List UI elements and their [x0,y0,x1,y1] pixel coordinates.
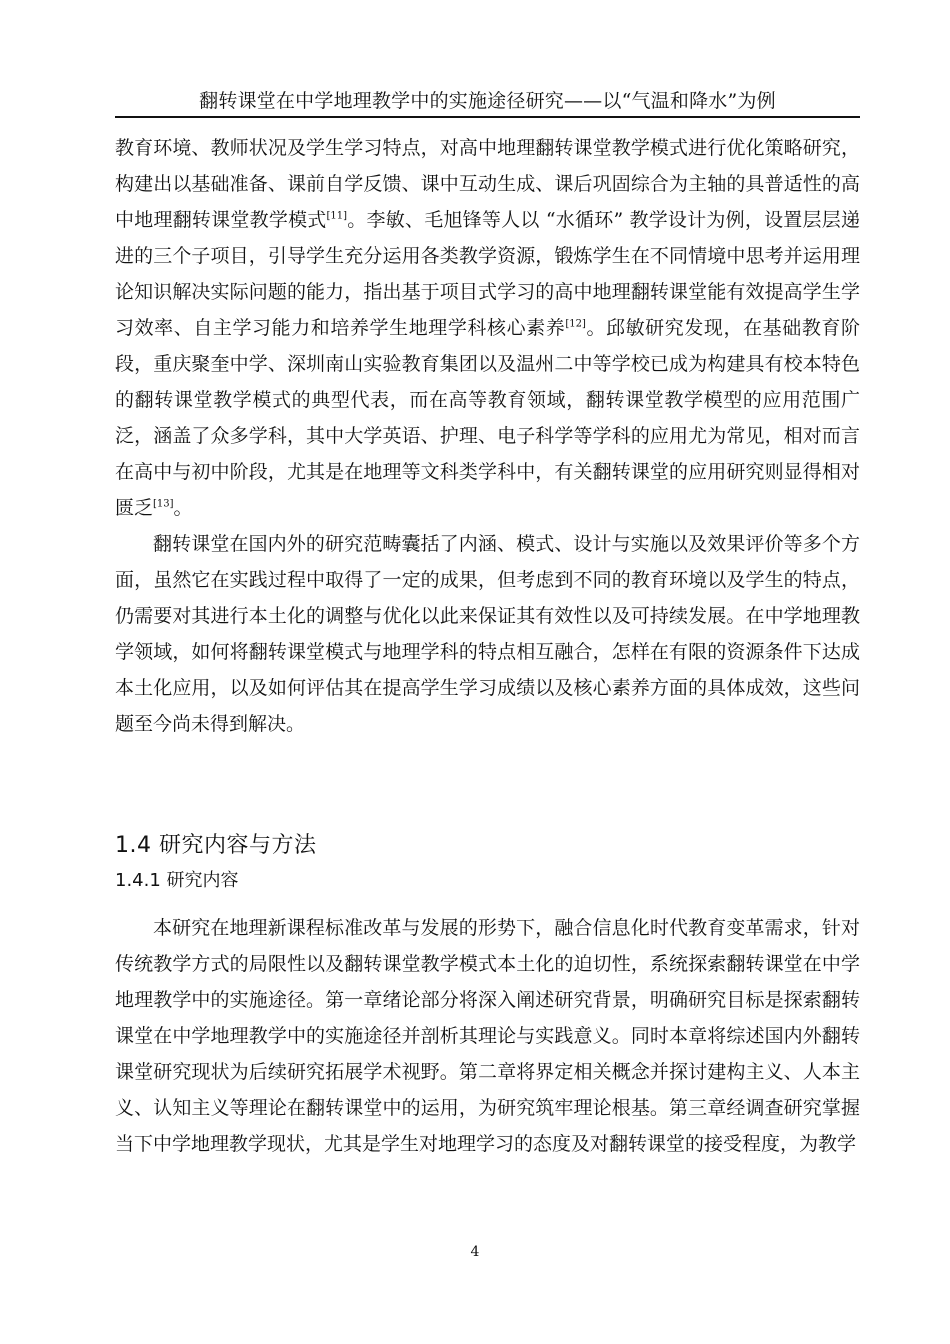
running-header-title: 翻转课堂在中学地理教学中的实施途径研究——以“气温和降水”为例 [199,90,776,112]
paragraph-text: 。 [173,497,193,519]
main-content [115,130,860,742]
body-paragraph: 翻转课堂在国内外的研究范畴囊括了内涵、模式、设计与实施以及效果评价等多个方面，虽然它在实践过程中取得了一定的成果，但考虑到不同的教育环境以及学生的特点，仍需要对其进行本土化的调整与优化以此来保证其有效性以及可持续发展。在中学地理教学领域，如何将翻转课堂模式与地理学科的特点相互融合，怎样在有限的资源条件下达成本土化应用，以及如何评估其在提高学生学习成绩以及核心素养方面的具体成效，这些问题至今尚未得到解决。 [115,533,860,735]
section-body [115,910,860,1162]
body-paragraph-continued [115,130,860,526]
page-number: 4 [470,1244,480,1260]
section-heading: 1.4 研究内容与方法 [115,833,317,858]
section-paragraph: 本研究在地理新课程标准改革与发展的形势下，融合信息化时代教育变革需求，针对传统教学方式的局限性以及翻转课堂教学模式本土化的迫切性，系统探索翻转课堂在中学地理教学中的实施途径。第一章绪论部分将深入阐述研究背景，明确研究目标是探索翻转课堂在中学地理教学中的实施途径并剖析其理论与实践意义。同时本章将综述国内外翻转课堂研究现状为后续研究拓展学术视野。第二章将界定相关概念并探讨建构主义、人本主义、认知主义等理论在翻转课堂中的运用，为研究筑牢理论根基。第三章经调查研究掌握当下中学地理教学现状，尤其是学生对地理学习的态度及对翻转课堂的接受程度，为教学 [115,917,860,1155]
subsection-heading: 1.4.1 研究内容 [115,870,239,891]
section-heading-wrap [115,831,316,861]
paragraph-text: 教育环境、教师状况及学生学习特点，对高中地理翻转课堂教学模式进行优化策略研究，构建出以基础准备、课前自学反馈、课中互动生成、课后巩固综合为主轴的具普适性的高中地理翻转课堂教学模式 [115,137,860,231]
paragraph-text: 。邱敏研究发现，在基础教育阶段，重庆聚奎中学、深圳南山实验教育集团以及温州二中等学校已成为构建具有校本特色的翻转课堂教学模式的典型代表，而在高等教育领域，翻转课堂教学模型的应用范围广泛，涵盖了众多学科，其中大学英语、护理、电子科学等学科的应用尤为常见，相对而言在高中与初中阶段，尤其是在地理等文科类学科中，有关翻转课堂的应用研究则显得相对匮乏 [115,317,860,519]
citation-11: [11] [326,210,348,222]
running-header [115,86,860,118]
paragraph-text: 。李敏、毛旭锋等人以 “水循环” 教学设计为例，设置层层递进的三个子项目，引导学生充分运用各类教学资源，锻炼学生在不同情境中思考并运用理论知识解决实际问题的能力，指出基于项目式学习的高中地理翻转课堂能有效提高学生学习效率、自主学习能力和培养学生地理学科核心素养 [115,209,860,339]
citation-13: [13] [153,498,174,510]
subsection-heading-wrap [115,867,239,895]
citation-12: [12] [565,318,586,330]
